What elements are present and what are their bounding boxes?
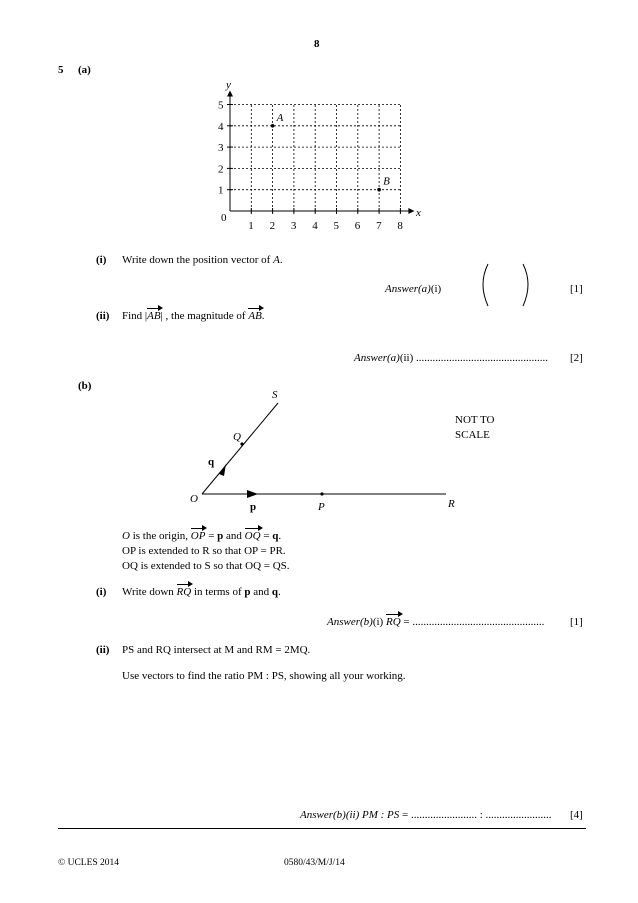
part-b-i-number: (i) [96,586,107,598]
point-P [320,492,323,495]
arrow-p [247,490,258,498]
not-to-scale-1: NOT TO [455,414,495,426]
part-a-ii-number: (ii) [96,310,110,322]
footer-code: 0580/43/M/J/14 [284,858,345,868]
label-O: O [190,493,198,505]
label-S: S [272,389,278,401]
arrow-q [219,464,226,476]
b-statement-3: OQ is extended to S so that OQ = QS. [122,560,290,572]
b-statement-2: OP is extended to R so that OP = PR. [122,545,286,557]
x-tick-label: 5 [333,220,339,232]
question-number: 5 [58,64,64,76]
answer-b-i: Answer(b)(i) RQ = ................................................ [327,616,545,628]
point-label-B: B [383,175,390,188]
part-b-i-question: Write down RQ in terms of p and q. [122,586,281,598]
answer-a-ii: Answer(a)(ii) ................................................ [354,352,549,364]
x-tick-label: 1 [248,220,254,232]
y-axis-label: y [226,79,231,91]
x-tick-label: 4 [312,220,318,232]
part-b-label: (b) [78,380,92,392]
answer-b-ii: Answer(b)(ii) PM : PS = ........................ : ........................ [300,809,552,821]
part-b-ii-number: (ii) [96,644,110,656]
part-a-i-question: Write down the position vector of A. [122,254,283,266]
y-tick-label: 2 [218,163,224,176]
label-R: R [448,498,455,510]
label-P: P [318,501,325,513]
label-p: p [250,501,257,513]
marks-b-ii: [4] [570,809,583,821]
marks-b-i: [1] [570,616,583,628]
footer-copyright: © UCLES 2014 [58,858,120,868]
marks-a-ii: [2] [570,352,583,364]
point-label-A: A [276,111,284,124]
line-OS [202,403,278,494]
x-tick-label: 7 [376,220,382,232]
part-a-label: (a) [78,64,91,76]
part-b-ii-line2: Use vectors to find the ratio PM : PS, showing all your working. [122,670,406,682]
page-number: 8 [314,38,320,50]
label-Q: Q [233,431,241,443]
not-to-scale-2: SCALE [455,429,490,441]
answer-a-i-label: Answer(a)(i) [385,283,442,295]
x-tick-label: 2 [269,220,276,232]
b-statement-1: O is the origin, OP = p and OQ = q. [122,530,282,542]
label-q: q [208,456,215,468]
part-a-ii-question: Find |AB| , the magnitude of AB. [122,310,265,322]
x-axis-label: x [416,207,421,219]
part-b-ii-line1: PS and RQ intersect at M and RM = 2MQ. [122,644,311,656]
x-tick-label: 8 [397,220,403,232]
origin-label: 0 [221,212,227,224]
x-tick-label: 3 [290,220,297,232]
y-tick-label: 5 [218,99,224,112]
y-tick-label: 1 [218,184,224,197]
x-tick-label: 6 [354,220,361,232]
part-a-i-number: (i) [96,254,107,266]
footer-rule [58,828,586,829]
marks-a-i: [1] [570,283,583,295]
y-tick-label: 3 [218,142,224,155]
y-tick-label: 4 [218,120,224,133]
